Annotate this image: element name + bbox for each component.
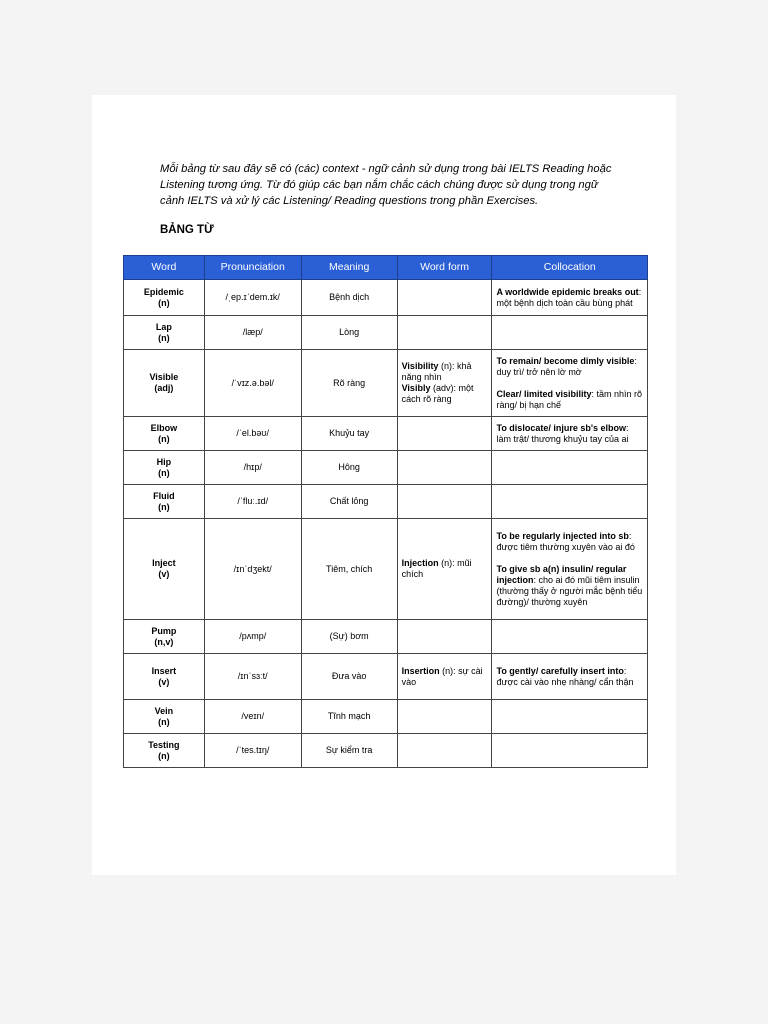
- cell-word: [124, 654, 205, 700]
- word-form-term: Visibly: [401, 383, 431, 393]
- section-title: BẢNG TỪ: [160, 224, 214, 236]
- word-form-item: [402, 666, 488, 688]
- word-name: Hip: [156, 456, 172, 467]
- cell-word-form: [397, 451, 492, 485]
- header-word-form: Word form: [397, 256, 492, 280]
- word-form-term: Injection: [401, 558, 439, 568]
- cell-collocation: [492, 485, 648, 519]
- cell-meaning: Tĩnh mạch: [301, 700, 397, 734]
- document-page: [92, 95, 676, 875]
- collocation-term: Clear/ limited visibility: [496, 388, 592, 399]
- cell-word-form: [397, 519, 492, 620]
- word-name: Lap: [155, 321, 172, 332]
- word-part-of-speech: (n): [158, 501, 170, 512]
- collocation-item: [496, 287, 643, 309]
- cell-collocation: [492, 350, 648, 417]
- cell-word: [124, 734, 205, 768]
- cell-pronunciation: /ɪnˈsɜːt/: [204, 654, 301, 700]
- cell-collocation: [492, 620, 648, 654]
- cell-word-form: [397, 280, 492, 316]
- cell-collocation: [492, 280, 648, 316]
- cell-pronunciation: /pʌmp/: [204, 620, 301, 654]
- word-part-of-speech: (n,v): [154, 636, 174, 647]
- word-name: Pump: [151, 625, 177, 636]
- cell-meaning: (Sự) bơm: [301, 620, 397, 654]
- collocation-term: A worldwide epidemic breaks out: [496, 286, 639, 297]
- cell-meaning: Đưa vào: [301, 654, 397, 700]
- cell-pronunciation: /ˈvɪz.ə.bəl/: [204, 350, 301, 417]
- word-part-of-speech: (n): [158, 467, 170, 478]
- cell-meaning: Chất lỏng: [301, 485, 397, 519]
- word-part-of-speech: (n): [158, 332, 170, 343]
- cell-collocation: [492, 519, 648, 620]
- collocation-desc: : tầm nhìn rõ ràng/ bị hạn chế: [496, 388, 643, 410]
- table-row: [124, 417, 648, 451]
- table-row: [124, 485, 648, 519]
- word-form-desc: (adv): một cách rõ ràng: [401, 383, 474, 404]
- word-name: Visible: [149, 372, 179, 382]
- vocabulary-table: [123, 255, 648, 768]
- word-form-desc: (n): sự cài vào: [401, 665, 483, 687]
- table-row: [124, 350, 648, 417]
- cell-meaning: Khuỷu tay: [301, 417, 397, 451]
- word-form-desc: (n): khả năng nhìn: [401, 361, 472, 382]
- word-name: Epidemic: [143, 286, 184, 297]
- table-row: [124, 654, 648, 700]
- cell-collocation: [492, 654, 648, 700]
- cell-pronunciation: /ˌep.ɪˈdem.ɪk/: [204, 280, 301, 316]
- cell-word-form: [397, 700, 492, 734]
- cell-pronunciation: /ˈfluː.ɪd/: [204, 485, 301, 519]
- table-header-row: [124, 256, 648, 280]
- cell-word: [124, 519, 205, 620]
- collocation-term: To remain/ become dimly visible: [496, 355, 635, 366]
- cell-collocation: [492, 700, 648, 734]
- cell-pronunciation: /ˈel.bəʊ/: [204, 417, 301, 451]
- cell-word: [124, 280, 205, 316]
- collocation-desc: : được cài vào nhẹ nhàng/ cẩn thận: [496, 665, 634, 687]
- cell-meaning: Rõ ràng: [301, 350, 397, 417]
- header-meaning: Meaning: [301, 256, 397, 280]
- word-form-desc: (n): mũi chích: [401, 558, 472, 579]
- collocation-term: To be regularly injected into sb: [496, 530, 629, 541]
- collocation-desc: : duy trì/ trở nên lờ mờ: [496, 355, 637, 377]
- collocation-desc: : một bệnh dịch toàn cầu bùng phát: [496, 286, 642, 308]
- cell-collocation: [492, 417, 648, 451]
- table-row: [124, 280, 648, 316]
- cell-pronunciation: /ˈtes.tɪŋ/: [204, 734, 301, 768]
- cell-meaning: Bệnh dịch: [301, 280, 397, 316]
- word-form-item: [402, 558, 488, 580]
- cell-word: [124, 485, 205, 519]
- word-form-item: [402, 361, 488, 383]
- table-row: [124, 620, 648, 654]
- collocation-item: [496, 389, 643, 411]
- collocation-desc: : cho ai đó mũi tiêm insulin (thường thấy ở người mắc bệnh tiểu đường)/ thường xuyên: [496, 574, 643, 607]
- word-part-of-speech: (v): [158, 569, 170, 579]
- cell-word: [124, 700, 205, 734]
- word-part-of-speech: (v): [158, 676, 170, 687]
- cell-word-form: [397, 654, 492, 700]
- table-body: [124, 280, 648, 768]
- word-form-term: Visibility: [401, 361, 439, 371]
- header-pronunciation: Pronunciation: [204, 256, 301, 280]
- cell-pronunciation: /ɪnˈdʒekt/: [204, 519, 301, 620]
- table-row: [124, 734, 648, 768]
- cell-word-form: [397, 316, 492, 350]
- table-row: [124, 451, 648, 485]
- table-row: [124, 700, 648, 734]
- collocation-term: To dislocate/ injure sb's elbow: [496, 422, 626, 433]
- collocation-desc: : làm trật/ thương khuỷu tay của ai: [496, 422, 629, 444]
- collocation-item: [496, 666, 643, 688]
- collocation-item: [496, 531, 643, 553]
- cell-word: [124, 316, 205, 350]
- collocation-item: [496, 356, 643, 378]
- word-name: Elbow: [150, 422, 178, 433]
- word-form-term: Insertion: [401, 665, 440, 676]
- intro-paragraph: Mỗi bảng từ sau đây sẽ có (các) context - ngữ cảnh sử dụng trong bài IELTS Reading hoặc Listening tương ứng. Từ đó giúp các bạn nắm chắc cách chúng được sử dụng trong ngữ cảnh IELTS và xử lý các Listening/ Reading questions trong phần Exercises.: [160, 163, 612, 207]
- word-name: Testing: [148, 739, 180, 750]
- cell-word-form: [397, 417, 492, 451]
- word-part-of-speech: (n): [158, 433, 170, 444]
- header-collocation: Collocation: [492, 256, 648, 280]
- collocation-term: To gently/ carefully insert into: [496, 665, 624, 676]
- collocation-desc: : được tiêm thường xuyên vào ai đó: [496, 530, 635, 552]
- word-name: Fluid: [153, 490, 175, 501]
- cell-word-form: [397, 620, 492, 654]
- table-row: [124, 316, 648, 350]
- word-part-of-speech: (n): [158, 750, 170, 761]
- word-name: Vein: [154, 705, 174, 716]
- cell-word: [124, 350, 205, 417]
- collocation-term: To give sb a(n) insulin/ regular injection: [496, 563, 627, 585]
- word-name: Insert: [151, 665, 177, 676]
- cell-meaning: Hông: [301, 451, 397, 485]
- cell-word-form: [397, 350, 492, 417]
- cell-meaning: Tiêm, chích: [301, 519, 397, 620]
- word-name: Inject: [152, 558, 176, 568]
- cell-word: [124, 451, 205, 485]
- cell-word: [124, 417, 205, 451]
- table-row: [124, 519, 648, 620]
- cell-pronunciation: /hɪp/: [204, 451, 301, 485]
- collocation-item: [496, 423, 643, 445]
- header-word: Word: [124, 256, 205, 280]
- cell-pronunciation: /læp/: [204, 316, 301, 350]
- cell-word-form: [397, 734, 492, 768]
- collocation-item: [496, 564, 643, 608]
- cell-meaning: Sự kiểm tra: [301, 734, 397, 768]
- cell-collocation: [492, 451, 648, 485]
- cell-collocation: [492, 316, 648, 350]
- cell-collocation: [492, 734, 648, 768]
- cell-meaning: Lòng: [301, 316, 397, 350]
- cell-word: [124, 620, 205, 654]
- cell-word-form: [397, 485, 492, 519]
- word-part-of-speech: (n): [158, 716, 170, 727]
- word-form-item: [402, 383, 488, 405]
- word-part-of-speech: (adj): [154, 383, 174, 393]
- cell-pronunciation: /veɪn/: [204, 700, 301, 734]
- word-part-of-speech: (n): [158, 297, 170, 308]
